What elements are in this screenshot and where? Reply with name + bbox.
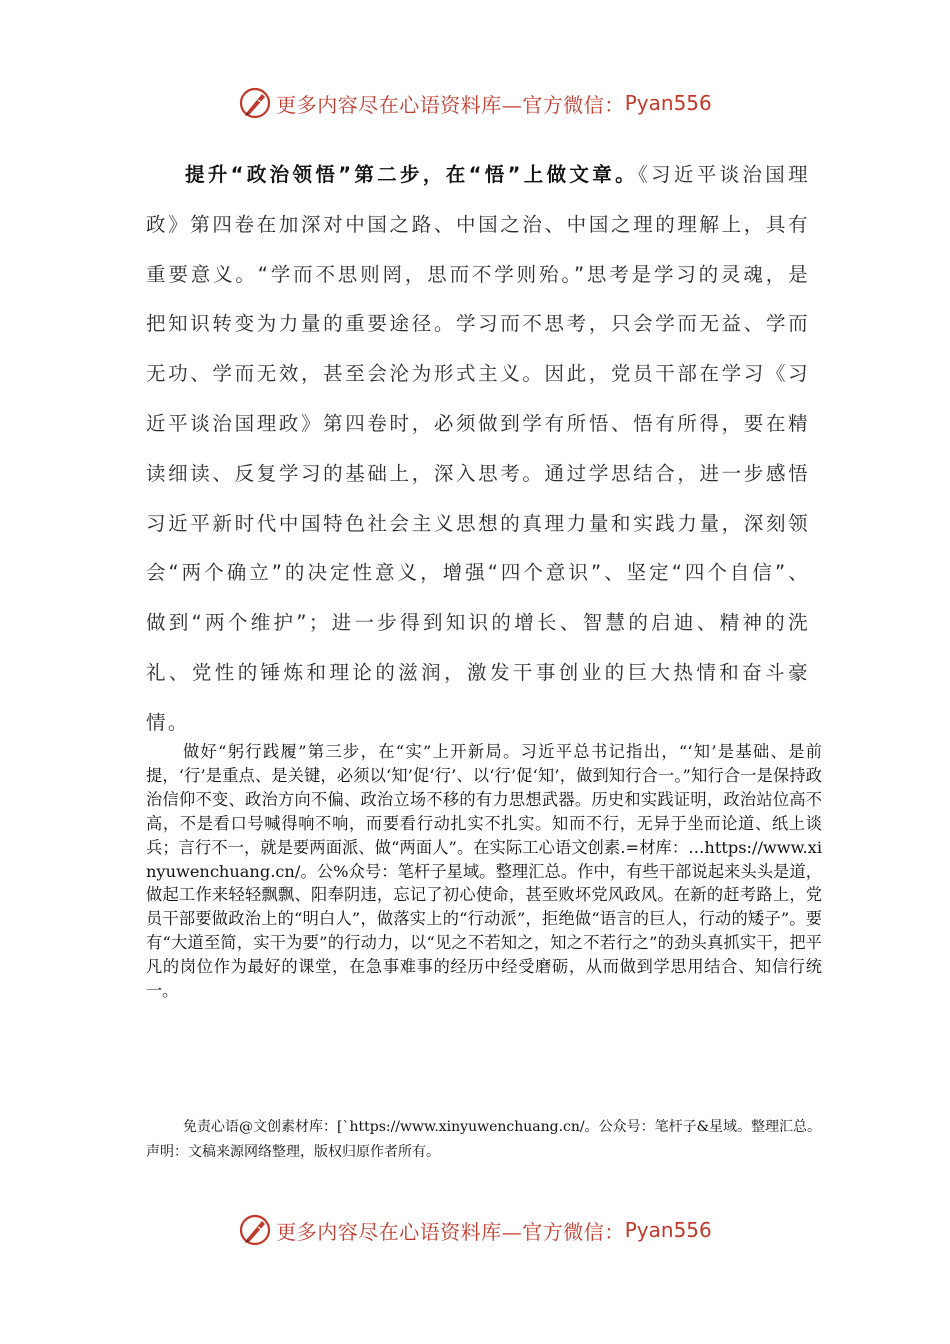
header-banner [0, 83, 950, 123]
paragraph-1-lead: 提升“政治领悟”第二步，在“悟”上做文章。 [185, 163, 638, 186]
paragraph-2: 做好“躬行践履”第三步，在“实”上开新局。习近平总书记指出，“‘知’是基础、是前提，‘行’是重点、是关键，必须以‘知’促‘行’、以‘行’促‘知’，做到知行合一。”知行合一是保持政治信仰不变、政治方向不偏、政治立场不移的有力思想武器。历史和实践证明，政治站位高不高，不是看口号喊得响不响，而要看行动扎实不扎实。知而不行，无异于坐而论道、纸上谈兵；言行不一，就是要两面派、做“两面人”。在实际工心语文创素.=材库：…https://www.xinyuwenchuang.cn/。公%众号：笔杆子星域。整理汇总。作中，有些干部说起来头头是道，做起工作来轻轻飘飘、阳奉阴违，忘记了初心使命，甚至败坏党风政风。在新的赶考路上，党员干部要做政治上的“明白人”，做落实上的“行动派”，拒绝做“语言的巨人，行动的矮子”。要有“大道至简，实干为要”的行动力，以“见之不若知之，知之不若行之”的劲头真抓实干，把平凡的岗位作为最好的课堂，在急事难事的经历中经受磨砺，从而做到学思用结合、知信行统一。 [146, 742, 822, 1001]
banner-text: 更多内容尽在心语资料库—官方微信： [276, 92, 625, 117]
quill-pen-logo-icon [238, 86, 272, 120]
disclaimer: 免责心语@文创素材库：[`https://www.xinyuwenchuang.cn/。公众号：笔杆子&星域。整理汇总。声明：文稿来源网络整理，版权归原作者所有。 [146, 1119, 822, 1160]
paragraph-1 [146, 150, 810, 748]
footer-banner [0, 1210, 950, 1250]
footer-banner-text: 更多内容尽在心语资料库—官方微信： [276, 1219, 625, 1244]
paragraph-1-body: 《习近平谈治国理政》第四卷在加深对中国之路、中国之治、中国之理的理解上，具有重要意义。“学而不思则罔，思而不学则殆。”思考是学习的灵魂，是把知识转变为力量的重要途径。学习而不思考，只会学而无益、学而无功、学而无效，甚至会沦为形式主义。因此，党员干部在学习《习近平谈治国理政》第四卷时，必须做到学有所悟、悟有所得，要在精读细读、反复学习的基础上，深入思考。通过学思结合，进一步感悟习近平新时代中国特色社会主义思想的真理力量和实践力量，深刻领会“两个确立”的决定性意义，增强“四个意识”、坚定“四个自信”、做到“两个维护”；进一步得到知识的增长、智慧的启迪、精神的洗礼、党性的锤炼和理论的滋润，激发干事创业的巨大热情和奋斗豪情。 [146, 163, 810, 734]
quill-pen-logo-icon [238, 1213, 272, 1247]
footer-banner-wechat-id: Pyan556 [624, 1218, 712, 1242]
banner-wechat-id: Pyan556 [624, 91, 712, 115]
